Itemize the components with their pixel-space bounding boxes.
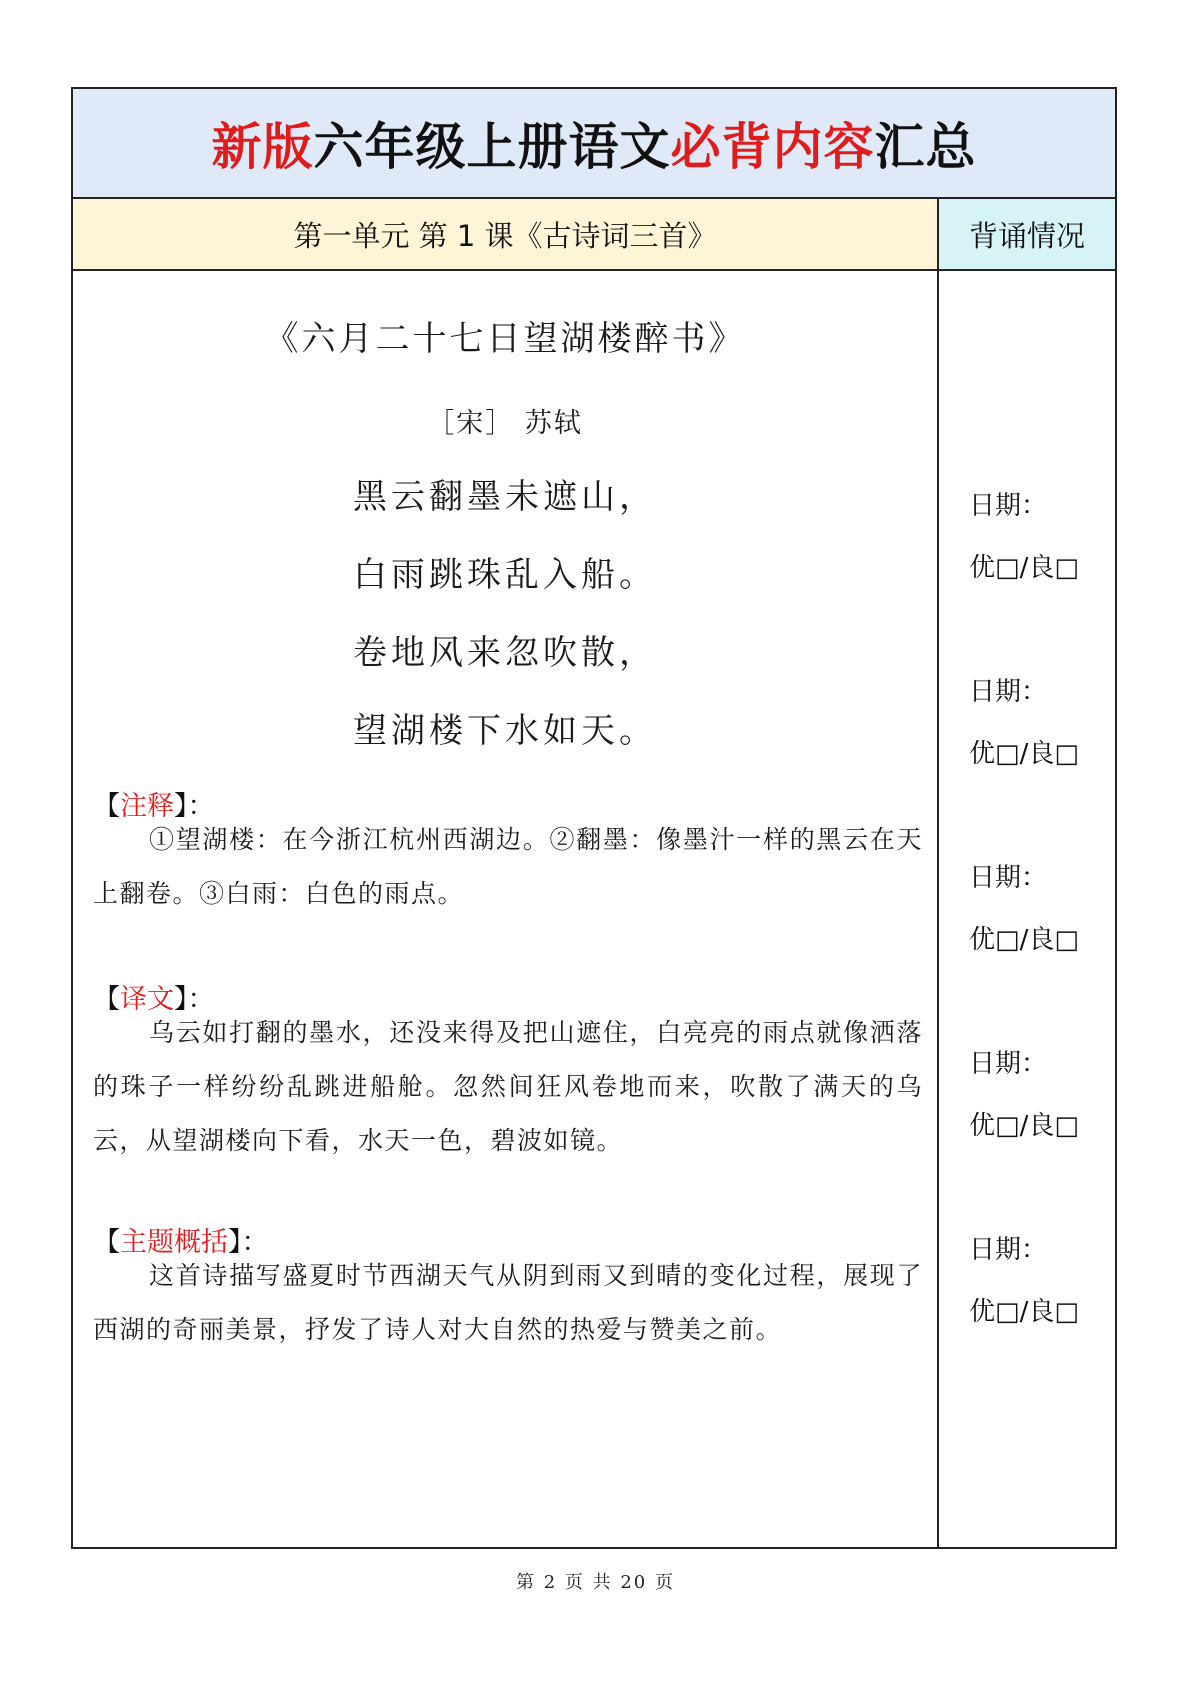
poem-title: 《六月二十七日望湖楼醉书》 [264,319,746,359]
theme-label-text: 主题概括 [120,1227,228,1258]
theme-bracket-close: 】： [228,1227,269,1258]
poem-author: ［宋］ 苏轼 [427,408,583,439]
grade-checkboxes[interactable]: 优□/良□ [969,553,1079,583]
poem-line: 望湖楼下水如天。 [353,711,657,751]
recite-check [969,672,1079,774]
recite-check [969,486,1079,588]
page-title [73,89,1115,199]
lesson-heading: 第一单元 第 1 课《古诗词三首》 [73,199,939,269]
theme-bracket-open: 【 [93,1227,120,1258]
grade-checkboxes[interactable]: 优□/良□ [969,1297,1079,1327]
poem-line: 黑云翻墨未遮山， [353,477,657,517]
grade-checkboxes[interactable]: 优□/良□ [969,925,1079,955]
recite-check [969,1230,1079,1332]
title-part-summary: 汇总 [874,118,977,176]
translation-text: 乌云如打翻的墨水，还没来得及把山遮住，白亮亮的雨点就像洒落的珠子一样纷纷乱跳进船舱。忽然间狂风卷地而来，吹散了满天的乌云，从望湖楼向下看，水天一色，碧波如镜。 [93,1018,923,1155]
table-header [73,199,1115,271]
date-label[interactable]: 日期： [969,677,1048,707]
notes-bracket-open: 【 [93,791,120,822]
recite-heading: 背诵情况 [939,199,1115,269]
notes-bracket-close: 】： [174,791,215,822]
translation-bracket-close: 】： [174,984,215,1015]
notes-text: ①望湖楼：在今浙江杭州西湖边。②翻墨：像墨汁一样的黑云在天上翻卷。③白雨：白色的雨点。 [93,825,923,908]
date-label[interactable]: 日期： [969,1049,1048,1079]
date-label[interactable]: 日期： [969,863,1048,893]
date-label[interactable]: 日期： [969,491,1048,521]
grade-checkboxes[interactable]: 优□/良□ [969,739,1079,769]
worksheet [71,87,1117,1549]
title-part-grade: 六年级上册语文 [313,118,671,176]
title-part-new: 新版 [211,118,314,176]
recite-column [939,271,1115,1547]
page-number: 第 2 页 共 20 页 [516,1572,675,1593]
date-label[interactable]: 日期： [969,1235,1048,1265]
grade-checkboxes[interactable]: 优□/良□ [969,1111,1079,1141]
theme-text: 这首诗描写盛夏时节西湖天气从阴到雨又到晴的变化过程，展现了西湖的奇丽美景，抒发了诗人对大自然的热爱与赞美之前。 [93,1261,923,1344]
translation-label-text: 译文 [120,984,174,1015]
notes-label-text: 注释 [120,791,174,822]
recite-check [969,858,1079,960]
translation-bracket-open: 【 [93,984,120,1015]
recite-check [969,1044,1079,1146]
poem-line: 卷地风来忽吹散， [353,633,657,673]
title-part-must: 必背内容 [670,118,875,176]
content-column [73,271,939,1547]
poem-line: 白雨跳珠乱入船。 [353,555,657,595]
